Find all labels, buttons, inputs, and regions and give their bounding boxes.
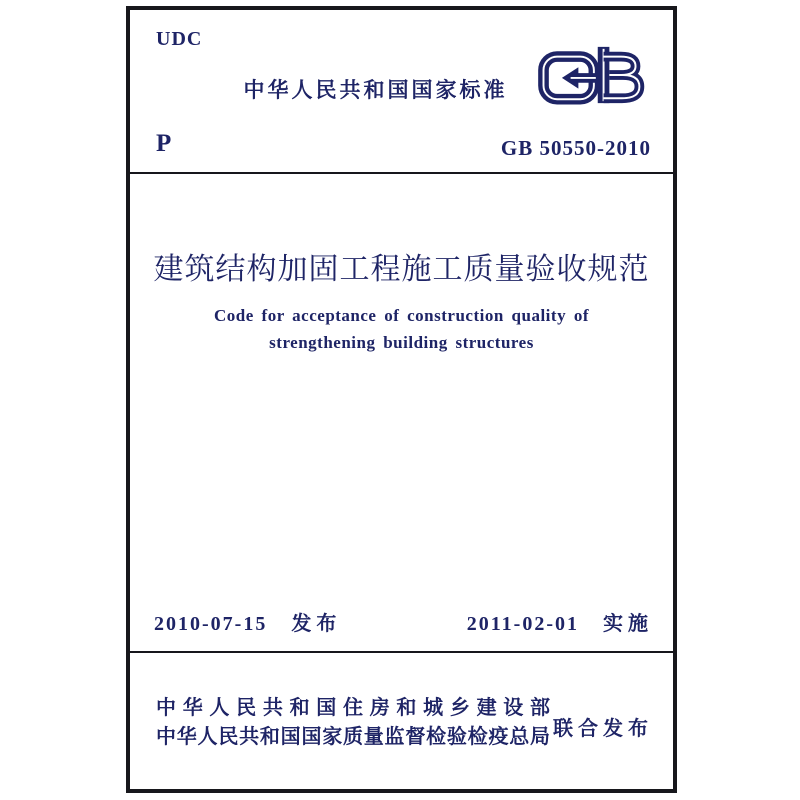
classification-label: P [156, 130, 172, 157]
standard-number: GB 50550-2010 [500, 136, 651, 160]
divider-top [130, 172, 673, 174]
title-english-line2: strengthening building structures [269, 333, 534, 352]
publisher-line-2: 中华人民共和国国家质量监督检验检疫总局 [156, 726, 550, 748]
dates-row [154, 607, 653, 636]
page-frame [126, 6, 677, 793]
issue-date-group [154, 607, 341, 636]
udc-label: UDC [156, 28, 203, 50]
implement-label: 实施 [603, 613, 653, 635]
implement-date: 2011-02-01 [466, 613, 579, 635]
publisher-line-1: 中华人民共和国住房和城乡建设部 [156, 697, 550, 719]
title-english-line1: Code for acceptance of construction quality of [214, 306, 589, 325]
title-chinese: 建筑结构加固工程施工质量验收规范 [153, 253, 650, 286]
implement-date-group [467, 607, 653, 636]
standard-heading: 中华人民共和国国家标准 [243, 79, 508, 102]
gb-logo-icon [535, 44, 645, 106]
publisher-names [156, 694, 550, 752]
title-english [130, 302, 673, 356]
issue-date: 2010-07-15 [154, 613, 268, 635]
publisher-block [156, 694, 653, 752]
issue-label: 发布 [291, 613, 342, 635]
divider-bottom [130, 651, 673, 653]
joint-publish-label: 联合发布 [553, 717, 653, 740]
